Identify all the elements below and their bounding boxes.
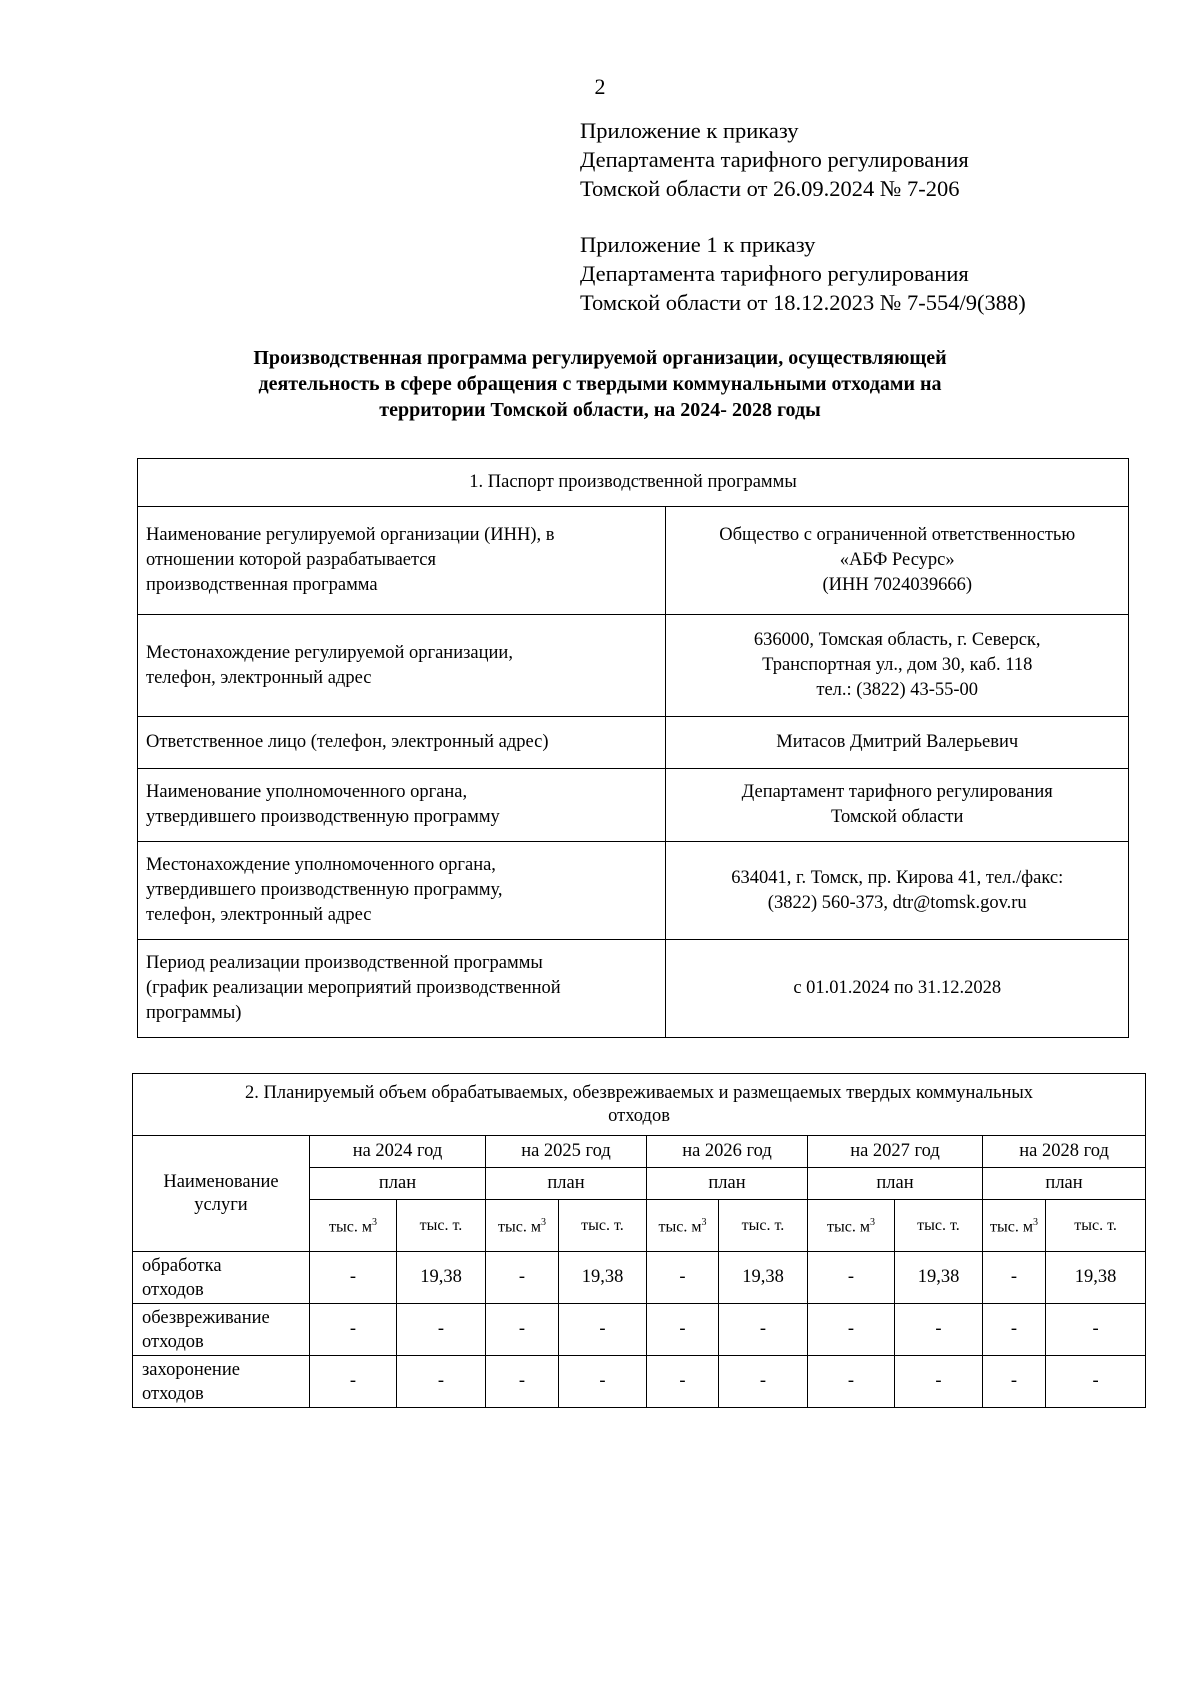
title-line: деятельность в сфере обращения с твердыми коммунальными отходами на [258,373,942,395]
unit-header-t: тыс. т. [895,1200,983,1252]
passport-header: 1. Паспорт производственной программы [138,459,1129,507]
appendix-note-original [580,230,1026,317]
value-cell: - [808,1304,895,1356]
passport-value: 636000, Томская область, г. Северск, Транспортная ул., дом 30, каб. 118 тел.: (3822) 43-55-00 [666,615,1129,717]
table-row [138,717,1129,769]
passport-value: Общество с ограниченной ответственностью «АБФ Ресурс» (ИНН 7024039666) [666,507,1129,615]
value-cell: - [983,1304,1046,1356]
value-cell: - [895,1356,983,1408]
value-cell: 19,38 [1046,1252,1146,1304]
value-cell: - [486,1252,559,1304]
service-name: обезвреживание отходов [133,1304,310,1356]
value-cell: - [647,1356,719,1408]
service-name: захоронение отходов [133,1356,310,1408]
value-cell: - [983,1252,1046,1304]
value-cell: - [486,1356,559,1408]
value-cell: - [559,1356,647,1408]
value-cell: - [1046,1356,1146,1408]
value-cell: - [397,1356,486,1408]
unit-header-m3: тыс. $м^3$ [808,1200,895,1252]
table-row [138,507,1129,615]
volume-header-line: 2. Планируемый объем обрабатываемых, обезвреживаемых и размещаемых твердых коммунальных [245,1082,1034,1103]
table-row [138,769,1129,842]
volume-header-line: отходов [608,1105,670,1126]
value-cell: 19,38 [719,1252,808,1304]
value-cell: 19,38 [895,1252,983,1304]
table-row [138,940,1129,1038]
value-cell: - [719,1304,808,1356]
unit-header-t: тыс. т. [719,1200,808,1252]
service-name: обработка отходов [133,1252,310,1304]
passport-label: Наименование регулируемой организации (ИНН), в отношении которой разрабатывается производственная программа [138,507,666,615]
year-header: на 2026 год [647,1136,808,1168]
year-header: на 2028 год [983,1136,1146,1168]
appendix-line: Томской области от 18.12.2023 № 7-554/9(388) [580,290,1026,315]
appendix-line: Приложение к приказу [580,118,799,143]
value-cell: - [310,1304,397,1356]
passport-label: Местонахождение регулируемой организации, телефон, электронный адрес [138,615,666,717]
passport-label: Период реализации производственной программы (график реализации мероприятий производственной программы) [138,940,666,1038]
value-cell: - [983,1356,1046,1408]
title-line: территории Томской области, на 2024- 2028 годы [379,399,821,421]
appendix-line: Департамента тарифного регулирования [580,261,969,286]
appendix-note-current [580,116,969,203]
page-number: 2 [594,74,606,99]
value-cell: - [310,1252,397,1304]
unit-header-m3: тыс. $м^3$ [983,1200,1046,1252]
passport-label: Местонахождение уполномоченного органа, утвердившего производственную программу, телефон, электронный адрес [138,842,666,940]
passport-value: 634041, г. Томск, пр. Кирова 41, тел./факс: (3822) 560-373, dtr@tomsk.gov.ru [666,842,1129,940]
appendix-line: Томской области от 26.09.2024 № 7-206 [580,176,960,201]
value-cell: - [310,1356,397,1408]
value-cell: - [647,1252,719,1304]
value-cell: - [719,1356,808,1408]
value-cell: - [647,1304,719,1356]
service-column-header: Наименование услуги [133,1136,310,1252]
volume-header [133,1074,1146,1136]
table-row [138,842,1129,940]
value-cell: - [486,1304,559,1356]
passport-table [137,458,1129,1038]
plan-header: план [983,1168,1146,1200]
appendix-line: Приложение 1 к приказу [580,232,816,257]
unit-header-t: тыс. т. [1046,1200,1146,1252]
unit-header-t: тыс. т. [559,1200,647,1252]
passport-value: Департамент тарифного регулирования Томской области [666,769,1129,842]
unit-header-m3: тыс. $м^3$ [310,1200,397,1252]
unit-header-m3: тыс. $м^3$ [647,1200,719,1252]
volume-table [132,1073,1146,1408]
passport-label: Наименование уполномоченного органа, утвердившего производственную программу [138,769,666,842]
document-title [150,345,1050,423]
table-row [138,615,1129,717]
value-cell: - [895,1304,983,1356]
appendix-line: Департамента тарифного регулирования [580,147,969,172]
plan-header: план [647,1168,808,1200]
plan-header: план [310,1168,486,1200]
year-header: на 2025 год [486,1136,647,1168]
table-row [133,1304,1146,1356]
plan-header: план [486,1168,647,1200]
value-cell: - [397,1304,486,1356]
table-row [133,1356,1146,1408]
value-cell: - [1046,1304,1146,1356]
passport-label: Ответственное лицо (телефон, электронный адрес) [138,717,666,769]
year-header: на 2024 год [310,1136,486,1168]
passport-value: с 01.01.2024 по 31.12.2028 [666,940,1129,1038]
value-cell: - [808,1252,895,1304]
value-cell: 19,38 [397,1252,486,1304]
plan-header: план [808,1168,983,1200]
passport-value: Митасов Дмитрий Валерьевич [666,717,1129,769]
unit-header-t: тыс. т. [397,1200,486,1252]
title-line: Производственная программа регулируемой организации, осуществляющей [253,347,947,369]
year-header: на 2027 год [808,1136,983,1168]
unit-header-m3: тыс. $м^3$ [486,1200,559,1252]
value-cell: - [808,1356,895,1408]
value-cell: - [559,1304,647,1356]
value-cell: 19,38 [559,1252,647,1304]
table-row [133,1252,1146,1304]
